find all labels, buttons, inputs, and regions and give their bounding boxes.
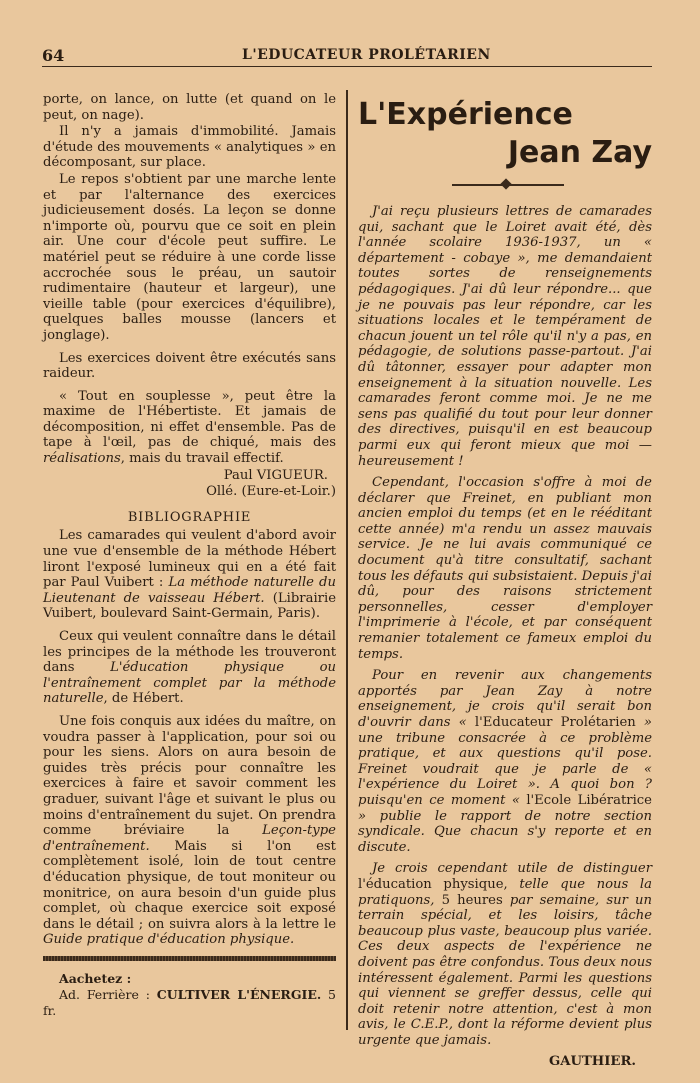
text-run: « Tout en souplesse », peut être la maxime de l'Hébertiste. Et jamais de décomposition, ni effet d'ensemble. Pas de tape à l'œil, pas de chiqué, mais des: [43, 388, 336, 451]
column-divider: [346, 90, 348, 1030]
paragraph: Il n'y a jamais d'immobilité. Jamais d'étude des mouvements « analytiques » en décomposant, sur place.: [43, 124, 336, 171]
text-run: par semaine, sur un terrain spécial, et les loisirs, tâche beaucoup plus vaste, beaucoup plus variée. Ces deux aspects de l'expérience ne doivent pas être confondus. Tous deux nous intéressent également. Parmi les questions qui viennent se greffer dessus, celle qui doit retenir notre attention, c'est à mon avis, le C.E.P., dont la réforme devient plus urgente que jamais.: [358, 892, 653, 1048]
paragraph: J'ai reçu plusieurs lettres de camarades qui, sachant que le Loiret avait été, dès l'année scolaire 1936-1937, un « département - cobaye », me demandaient toutes sortes de renseignements pédagogiques. J'ai dû leur répondre... que je ne pouvais pas leur répondre, car les situations locales et le tempérament de chacun jouent un tel rôle qu'il n'y a pas, en pédagogie, de solutions passe-partout. J'ai dû tâtonner, essayer pour adapter mon enseignement à la situation nouvelle. Les camarades feront comme moi. Je ne me sens pas qualifié du tout pour leur donner des directives, puisqu'il en est beaucoup parmi eux qui feront mieux que moi — heureusement !: [358, 204, 652, 469]
paragraph: [43, 714, 336, 948]
author-place: Ollé. (Eure-et-Loir.): [206, 484, 336, 500]
italic-run: réalisations: [43, 451, 121, 467]
italic-run: L'éducation physique ou l'entraînement complet par la méthode naturelle: [43, 660, 336, 707]
text-run: Ad. Ferrière :: [59, 987, 157, 1003]
text-run: » publie le rapport de notre section syndicale. Que chacun s'y reporte et en discute.: [358, 808, 652, 855]
text-run: (Librairie Vuibert, boulevard Saint-Germain, Paris).: [43, 590, 337, 622]
author-signature: GAUTHIER.: [548, 1054, 636, 1070]
journal-title: L'EDUCATEUR PROLÉTARIEN: [242, 47, 491, 63]
author-signature: Paul VIGUEUR.: [223, 467, 328, 483]
text-run: , mais du travail effectif.: [120, 451, 284, 467]
paragraph: [43, 389, 336, 467]
text-run: Pour en revenir aux changements apportés par Jean Zay à notre enseignement, je crois qu'il serait bon d'ouvrir dans «: [358, 668, 652, 730]
advert-text: [43, 987, 336, 1018]
text-run: Les camarades qui veulent d'abord avoir une vue d'ensemble de la méthode Hébert liront l'exposé lumineux qui en a été fait par Paul Vuibert :: [43, 528, 336, 591]
paragraph: Le repos s'obtient par une marche lente et par l'alternance des exercices judicieusement dosés. La leçon se donne n'importe où, pourvu que ce soit en plein air. Une cour d'école peut suffire. Le matériel peut se réduire à une corde lisse accrochée sous le préau, un sautoir rudimentaire (hauteur et largeur), une vieille table (pour exercices d'équilibre), quelques balles mousse (lancers et jonglage).: [43, 171, 336, 343]
paragraph: [358, 861, 652, 1048]
left-column: [43, 92, 336, 1020]
italic-run: Guide pratique d'éducation physique.: [43, 932, 295, 948]
article-title-line2: Jean Zay: [507, 135, 652, 170]
section-rule: [43, 956, 336, 961]
paragraph: [43, 528, 336, 622]
text-run: l'éducation physique,: [358, 876, 508, 892]
text-run: telle que nous la pratiquons,: [358, 876, 653, 908]
article-title: [358, 96, 652, 172]
text-run: 5 fr.: [43, 987, 336, 1019]
text-run: Je crois cependant utile de distinguer: [372, 861, 652, 877]
title-ornament-diamond: [500, 178, 511, 189]
paragraph: Les exercices doivent être exécutés sans raideur.: [43, 350, 336, 382]
text-run: l'Educateur Prolétarien: [474, 715, 636, 730]
text-run: 5 heures: [441, 892, 503, 908]
paragraph: [358, 668, 652, 855]
text-run: , de Hébert.: [103, 691, 184, 707]
right-column: [358, 204, 652, 1070]
page-header: [42, 44, 652, 67]
text-run: Mais si l'on est complètement isolé, loin de tout centre d'éducation physique, de tout moniteur ou monitrice, on aura besoin d'un guide plus complet, où chaque exercice soit exposé dans le détail ; on suivra alors à la lettre le: [43, 838, 336, 932]
bibliography-heading: BIBLIOGRAPHIE: [127, 509, 252, 525]
bold-run: CULTIVER L'ÉNERGIE.: [156, 987, 322, 1003]
text-run: Ceux qui veulent connaître dans le détail les principes de la méthode les trouveront dans: [43, 629, 336, 676]
italic-run: Leçon-type d'entraînement.: [43, 823, 336, 854]
article-title-line1: L'Expérience: [358, 97, 573, 132]
page-number: 64: [42, 46, 65, 65]
text-run: Une fois conquis aux idées du maître, on voudra passer à l'application, pour soi ou pour les siens. Alors on aura besoin de guides très précis pour connaître les exercices à faire et savoir comment les graduer, suivant l'âge et suivant le plus ou moins d'entraînement du sujet. On prendra comme bréviaire la: [43, 713, 336, 839]
paragraph: [43, 629, 336, 707]
text-run: l'Ecole Libératrice: [526, 792, 652, 808]
paragraph: Cependant, l'occasion s'offre à moi de déclarer que Freinet, en publiant mon ancien emploi du temps (et en le rééditant cette année) m'a rendu un assez mauvais service. Je ne lui avais communiqué ce document qu'à titre consultatif, sachant tous les défauts qui subsistaient. Depuis j'ai dû, pour des raisons strictement personnelles, cesser d'employer l'imprimerie à l'école, et par conséquent remanier totalement ce fameux emploi du temps.: [358, 475, 652, 662]
text-run: » une tribune consacrée à ce problème pratique, et aux questions qu'il pose. Freinet voudrait que je parle de « l'expérience du Loiret ». A quoi bon ? puisqu'en ce moment «: [358, 715, 652, 808]
paragraph: porte, on lance, on lutte (et quand on le peut, on nage).: [43, 92, 336, 123]
advert-label: Aachetez :: [59, 970, 132, 986]
italic-run: La méthode naturelle du Lieutenant de vaisseau Hébert.: [43, 575, 336, 606]
